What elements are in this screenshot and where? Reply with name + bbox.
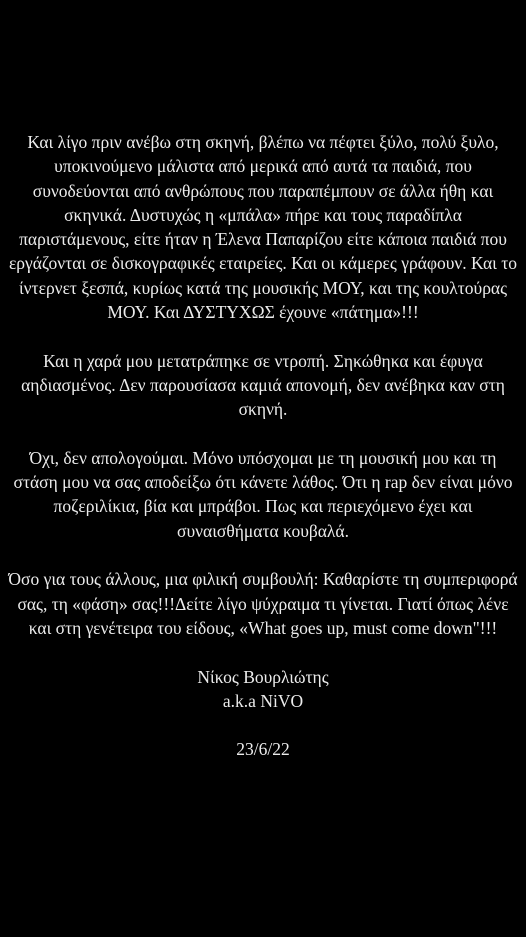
- signature-name: Νίκος Βουρλιώτης: [197, 666, 329, 687]
- signature-aka: a.k.a NiVO: [222, 690, 304, 711]
- signature: [8, 665, 518, 714]
- statement-date: 23/6/22: [236, 739, 290, 760]
- paragraph-advice: Όσο για τους άλλους, μια φιλική συμβουλή: Καθαρίστε τη συμπεριφορά σας, τη «φάση» σας!!!Δείτε λίγο ψύχραιμα τι γίνεται. Γιατί όπως λένε και στη γενέτειρα του είδους, «What goes up, must come down"!!!: [8, 569, 518, 638]
- paragraph-intro: Και λίγο πριν ανέβω στη σκηνή, βλέπω να πέφτει ξύλο, πολύ ξυλο, υποκινούμενο μάλιστα από μερικά από αυτά τα παιδιά, που συνοδεύονται από ανθρώπους που παραπέμπουν σε άλλα ήθη και σκηνικά. Δυστυχώς η «μπάλα» πήρε και τους παραδίπλα παριστάμενους, είτε ήταν η Έλενα Παπαρίζου είτε κάποια παιδιά που εργάζονται σε δισκογραφικές εταιρείες. Και οι κάμερες γράφουν. Και το ίντερνετ ξεσπά, κυρίως κατά της μουσικής ΜΟΥ, και της κουλτούρας ΜΟΥ. Και ΔΥΣΤΥΧΩΣ έχουνε «πάτημα»!!!: [8, 132, 518, 323]
- paragraph-no-apology: Όχι, δεν απολογούμαι. Μόνο υπόσχομαι με τη μουσική μου και τη στάση μου να σας αποδείξω ότι κάνετε λάθος. Ότι η rap δεν είναι μόνο ποζεριλίκια, βία και μπράβοι. Πως και περιεχόμενο έχει και συναισθήματα κουβαλά.: [13, 447, 513, 541]
- paragraph-shame: Και η χαρά μου μετατράπηκε σε ντροπή. Σηκώθηκα και έφυγα αηδιασμένος. Δεν παρουσίασα καμιά απονομή, δεν ανέβηκα καν στη σκηνή.: [21, 350, 505, 420]
- story-text-container: [8, 130, 518, 762]
